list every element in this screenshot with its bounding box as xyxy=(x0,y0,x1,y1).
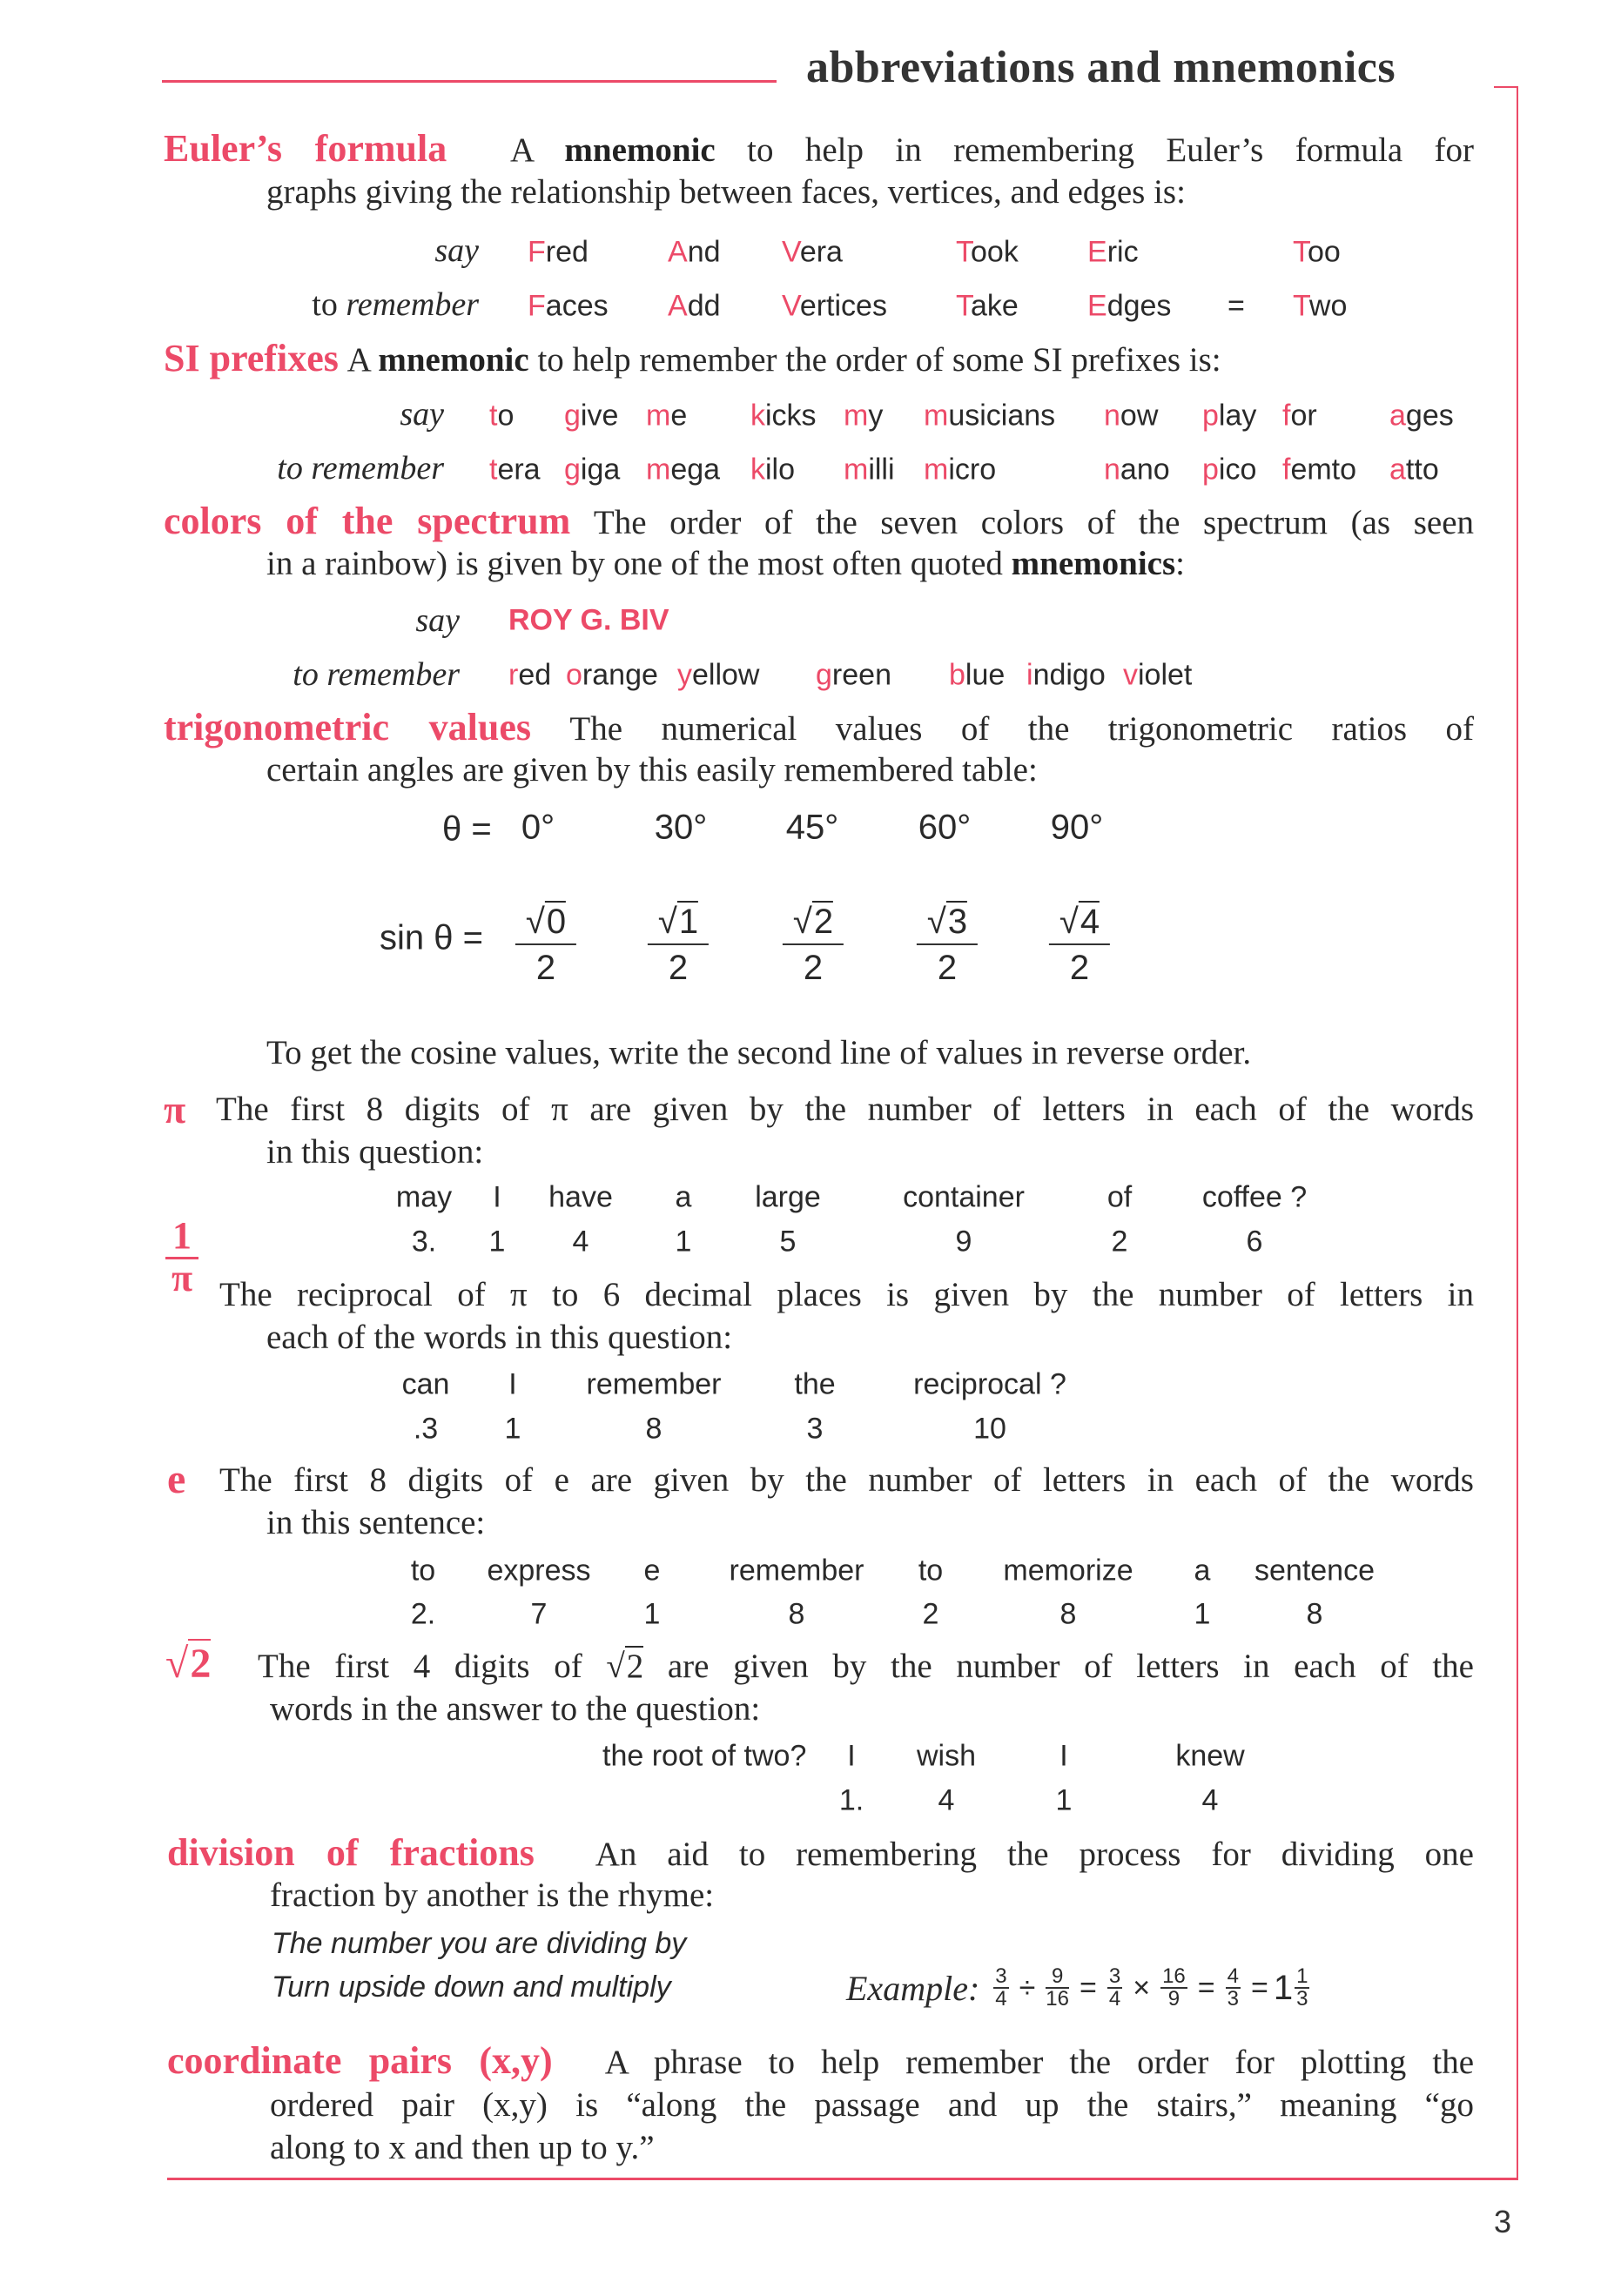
e-line1: The first 8 digits of e are given by the number of letters in each of the words xyxy=(219,1461,1474,1499)
sqrt2-digit: 4 xyxy=(938,1783,955,1817)
euler-remember-word: Vertices xyxy=(782,289,887,323)
trig-heading: trigonometric values xyxy=(164,706,531,749)
spectrum-remember-word: blue xyxy=(949,658,1006,692)
si-remember-word: milli xyxy=(844,453,895,487)
cosine-note: To get the cosine values, write the second line of values in reverse order. xyxy=(266,1034,1252,1071)
sin-fraction: $\frac{√4}{2}$ xyxy=(1049,903,1110,988)
spectrum-remember-word: red xyxy=(508,658,552,692)
pi-word: have xyxy=(548,1180,613,1214)
e-digit: 8 xyxy=(1306,1597,1323,1631)
coord-line1: coordinate pairs (x,y) A phrase to help remember the order for plotting the xyxy=(167,2039,1475,2082)
si-remember-word: nano xyxy=(1104,453,1170,487)
spectrum-line2: in a rainbow) is given by one of the most often quoted mnemonics: xyxy=(266,545,1186,582)
sin-fraction: $\frac{√0}{2}$ xyxy=(515,903,576,988)
euler-remember-label: to remember xyxy=(312,286,479,323)
sin-fraction: $\frac{√2}{2}$ xyxy=(783,903,844,988)
si-say-word: kicks xyxy=(750,399,817,433)
theta-label: θ = xyxy=(442,809,492,849)
division-line2: fraction by another is the rhyme: xyxy=(270,1876,715,1914)
pi-line1: The first 8 digits of π are given by the number of letters in each of the words xyxy=(216,1091,1474,1128)
si-remember-word: giga xyxy=(564,453,621,487)
pi-digit: 3. xyxy=(411,1225,437,1259)
pi-word: coffee ? xyxy=(1201,1180,1308,1214)
pi-word: I xyxy=(493,1180,501,1214)
recip-word: the xyxy=(794,1367,836,1401)
recip-word: reciprocal ? xyxy=(913,1367,1066,1401)
trig-line1-wrap xyxy=(164,706,1474,749)
euler-say-word: Vera xyxy=(782,235,843,269)
e-word: to xyxy=(410,1554,436,1588)
pi-digit: 1 xyxy=(675,1225,692,1259)
sqrt2-symbol-icon: √2 xyxy=(165,1641,212,1687)
si-remember-word: femto xyxy=(1282,453,1357,487)
sqrt2-digit: 1. xyxy=(838,1783,864,1817)
pi-line1-wrap xyxy=(216,1088,1474,1131)
coord-line2-wrap xyxy=(270,2084,1474,2127)
spectrum-say-label: say xyxy=(415,602,460,639)
euler-remember-word: Two xyxy=(1293,289,1348,323)
pi-word: container xyxy=(903,1180,1025,1214)
sin-fraction: $\frac{√3}{2}$ xyxy=(917,903,978,988)
e-word: a xyxy=(1194,1554,1211,1588)
si-remember-word: tera xyxy=(489,453,541,487)
si-remember-label: to remember xyxy=(277,450,444,487)
sqrt2-word: knew xyxy=(1175,1739,1245,1773)
reciprocal-pi-icon: 1 π xyxy=(165,1217,198,1298)
si-remember-word: pico xyxy=(1202,453,1257,487)
euler-say-word: Took xyxy=(956,235,1019,269)
recip-word: remember xyxy=(586,1367,722,1401)
e-digit: 7 xyxy=(530,1597,548,1631)
si-remember-word: mega xyxy=(646,453,721,487)
spectrum-say-value: ROY G. BIV xyxy=(508,603,669,637)
page-title: abbreviations and mnemonics xyxy=(806,43,1396,92)
division-line1: division of fractions An aid to remembering the process for dividing one xyxy=(167,1831,1474,1874)
euler-line1: Euler’s formula A mnemonic to help in remembering Euler’s formula for xyxy=(164,127,1475,170)
spectrum-heading: colors of the spectrum xyxy=(164,500,571,542)
spectrum-remember-word: indigo xyxy=(1026,658,1106,692)
sin-label: sin θ = xyxy=(380,918,483,957)
euler-remember-word: Add xyxy=(668,289,721,323)
pi-digit: 9 xyxy=(955,1225,972,1259)
pi-digit: 2 xyxy=(1111,1225,1128,1259)
spectrum-line1-wrap xyxy=(164,500,1474,543)
si-say-label: say xyxy=(400,396,444,433)
recip-line2: each of the words in this question: xyxy=(266,1319,733,1356)
euler-say-word: Too xyxy=(1293,235,1341,269)
e-word: express xyxy=(487,1554,591,1588)
e-line2: in this sentence: xyxy=(266,1504,486,1541)
euler-equals: = xyxy=(1228,289,1245,323)
sqrt2-line2: words in the answer to the question: xyxy=(270,1690,761,1728)
e-digit: 8 xyxy=(788,1597,805,1631)
angle-value: 30° xyxy=(654,808,708,847)
sqrt2-word: wish xyxy=(916,1739,977,1773)
si-remember-word: atto xyxy=(1389,453,1439,487)
coord-line2: ordered pair (x,y) is “along the passage and up the stairs,” meaning “go xyxy=(270,2086,1474,2124)
si-say-word: to xyxy=(489,399,515,433)
spectrum-line1: colors of the spectrum The order of the seven colors of the spectrum (as seen xyxy=(164,500,1474,542)
euler-say-word: Eric xyxy=(1087,235,1139,269)
spectrum-remember-word: green xyxy=(816,658,891,692)
spectrum-remember-word: violet xyxy=(1123,658,1193,692)
angle-value: 60° xyxy=(918,808,972,847)
spectrum-remember-word: orange xyxy=(566,658,658,692)
e-word: sentence xyxy=(1254,1554,1375,1588)
euler-heading: Euler’s formula xyxy=(164,127,447,170)
euler-line2: graphs giving the relationship between faces, vertices, and edges is: xyxy=(266,173,1186,211)
pi-word: large xyxy=(755,1180,821,1214)
page-number: 3 xyxy=(1494,2204,1512,2239)
sqrt2-word: I xyxy=(1059,1739,1068,1773)
si-say-word: ages xyxy=(1389,399,1454,433)
sqrt2-word: I xyxy=(847,1739,856,1773)
pi-word: of xyxy=(1106,1180,1133,1214)
euler-say-word: And xyxy=(668,235,721,269)
header-rule xyxy=(162,80,777,83)
division-example: Example: $\frac{3}{4}$ ÷ $\frac{9}{16}$ = $\frac{3}{4}$ × $\frac{16}{9}$ = $\frac{4}{3}$ = 1 1 3 xyxy=(846,1964,1308,2011)
si-say-word: musicians xyxy=(924,399,1056,433)
si-say-word: me xyxy=(646,399,688,433)
si-remember-word: kilo xyxy=(750,453,796,487)
pi-symbol-icon: π xyxy=(164,1087,186,1131)
e-digit: 1 xyxy=(643,1597,661,1631)
frame-bottom-border xyxy=(167,2178,1518,2180)
e-word: e xyxy=(643,1554,661,1588)
pi-digit: 5 xyxy=(779,1225,797,1259)
sqrt2-digit: 1 xyxy=(1055,1783,1073,1817)
e-word: remember xyxy=(729,1554,864,1588)
recip-word: can xyxy=(401,1367,450,1401)
trig-line2: certain angles are given by this easily remembered table: xyxy=(266,751,1038,789)
recip-digit: 3 xyxy=(806,1412,824,1446)
frame-top-tick xyxy=(1494,86,1518,88)
euler-section xyxy=(164,127,1474,171)
recip-line1-wrap xyxy=(219,1273,1474,1317)
si-say-word: my xyxy=(844,399,884,433)
euler-say-word: Fred xyxy=(528,235,589,269)
pi-word: a xyxy=(675,1180,692,1214)
sqrt2-line1-wrap xyxy=(258,1645,1474,1688)
recip-digit: .3 xyxy=(413,1412,439,1446)
spectrum-remember-label: to remember xyxy=(293,656,460,693)
frame-right-border xyxy=(1517,86,1518,2179)
euler-remember-word: Take xyxy=(956,289,1019,323)
recip-digit: 1 xyxy=(504,1412,521,1446)
si-say-word: play xyxy=(1202,399,1257,433)
si-say-word: now xyxy=(1104,399,1159,433)
si-say-word: for xyxy=(1282,399,1317,433)
recip-digit: 10 xyxy=(973,1412,1006,1446)
si-remember-word: micro xyxy=(924,453,997,487)
euler-say-label: say xyxy=(434,232,479,269)
e-digit: 1 xyxy=(1194,1597,1211,1631)
euler-remember-word: Edges xyxy=(1087,289,1172,323)
sqrt2-line1: The first 4 digits of √2 are given by the number of letters in each of the xyxy=(258,1648,1474,1685)
euler-remember-word: Faces xyxy=(528,289,609,323)
sqrt2-digit: 4 xyxy=(1201,1783,1219,1817)
division-heading: division of fractions xyxy=(167,1831,535,1874)
pi-word: may xyxy=(395,1180,453,1214)
angle-value: 90° xyxy=(1050,808,1104,847)
division-line1-wrap xyxy=(167,1831,1474,1875)
pi-digit: 4 xyxy=(572,1225,589,1259)
e-digit: 2. xyxy=(410,1597,436,1631)
angle-value: 45° xyxy=(785,808,839,847)
rhyme-line2: Turn upside down and multiply xyxy=(272,1970,671,2004)
si-heading: SI prefixes xyxy=(164,337,339,379)
sin-fraction: $\frac{√1}{2}$ xyxy=(648,903,709,988)
e-digit: 2 xyxy=(922,1597,939,1631)
recip-digit: 8 xyxy=(645,1412,663,1446)
e-line1-wrap xyxy=(219,1459,1474,1502)
e-word: memorize xyxy=(1003,1554,1133,1588)
coord-heading: coordinate pairs (x,y) xyxy=(167,2039,553,2082)
si-line1: SI prefixes A mnemonic to help remember the order of some SI prefixes is: xyxy=(164,337,1221,379)
rhyme-line1: The number you are dividing by xyxy=(272,1927,687,1960)
coord-line1-wrap xyxy=(167,2039,1474,2083)
pi-digit: 1 xyxy=(488,1225,506,1259)
e-symbol-icon: e xyxy=(167,1456,186,1502)
angle-value: 0° xyxy=(521,808,555,847)
pi-digit: 6 xyxy=(1246,1225,1263,1259)
si-say-word: give xyxy=(564,399,619,433)
trig-line1: trigonometric values The numerical values of the trigonometric ratios of xyxy=(164,706,1475,749)
coord-line3: along to x and then up to y.” xyxy=(270,2129,655,2166)
e-word: to xyxy=(918,1554,944,1588)
recip-line1: The reciprocal of π to 6 decimal places is given by the number of letters in xyxy=(219,1276,1474,1313)
recip-word: I xyxy=(508,1367,517,1401)
sqrt2-question: the root of two? xyxy=(602,1739,807,1773)
spectrum-remember-word: yellow xyxy=(677,658,760,692)
e-digit: 8 xyxy=(1059,1597,1077,1631)
pi-line2: in this question: xyxy=(266,1133,484,1171)
